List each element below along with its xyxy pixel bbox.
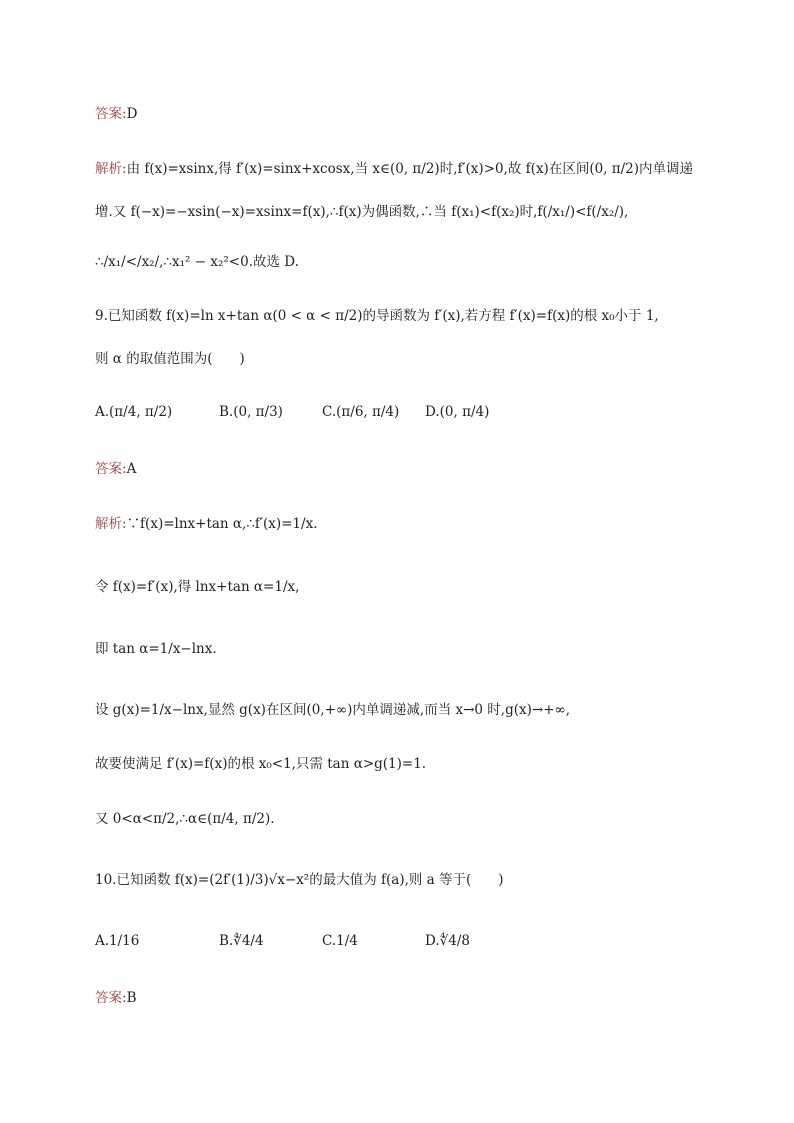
solution-text: 由 f(x)=xsinx,得 f′(x)=sinx+xcosx,当 x∈(0, π/2)时,f′(x)>0,故 f(x)在区间(0, π/2)内单调递 xyxy=(126,161,694,177)
solution-line: 增.又 f(−x)=−xsin(−x)=xsinx=f(x),∴f(x)为偶函数,∴当 f(x₁)<f(x₂)时,f(/x₁/)<f(/x₂/), xyxy=(95,204,629,220)
solution-line: ∴/x₁/</x₂/,∴x₁² − x₂²<0.故选 D. xyxy=(95,254,299,270)
solution-line: 又 0<α<π/2,∴α∈(π/4, π/2). xyxy=(95,811,275,827)
answer-line xyxy=(95,988,136,1008)
answer-label: 答案: xyxy=(95,106,127,122)
solution-line: 即 tan α=1/x−lnx. xyxy=(95,641,217,657)
option-a: A.(π/4, π/2) xyxy=(95,404,173,420)
option-c: C.(π/6, π/4) xyxy=(322,404,400,420)
solution-line: 设 g(x)=1/x−lnx,显然 g(x)在区间(0,+∞)内单调递减,而当 x→0 时,g(x)→+∞, xyxy=(95,702,571,718)
solution-line xyxy=(95,159,693,179)
option-c: C.1/4 xyxy=(322,933,358,949)
answer-label: 答案: xyxy=(95,990,127,1006)
answer-value: B xyxy=(126,990,137,1006)
solution-text: ∵f(x)=lnx+tan α,∴f′(x)=1/x. xyxy=(126,516,318,532)
question-stem: 10.已知函数 f(x)=(2f′(1)/3)√x−x²的最大值为 f(a),则 a 等于( ) xyxy=(95,872,504,888)
solution-label: 解析: xyxy=(95,161,127,177)
solution-line: 令 f(x)=f′(x),得 lnx+tan α=1/x, xyxy=(95,579,300,595)
option-a: A.1/16 xyxy=(95,933,140,949)
solution-line xyxy=(95,514,317,534)
solution-line: 故要使满足 f′(x)=f(x)的根 x₀<1,只需 tan α>g(1)=1. xyxy=(95,756,427,772)
answer-value: A xyxy=(126,461,137,477)
answer-line xyxy=(95,104,137,124)
option-b: B.∜4/4 xyxy=(219,933,264,949)
answer-line xyxy=(95,459,136,479)
question-stem: 9.已知函数 f(x)=ln x+tan α(0 < α < π/2)的导函数为 f′(x),若方程 f′(x)=f(x)的根 x₀小于 1, xyxy=(95,308,659,324)
question-stem: 则 α 的取值范围为( ) xyxy=(95,351,245,367)
answer-value: D xyxy=(126,106,138,122)
option-b: B.(0, π/3) xyxy=(219,404,283,420)
answer-label: 答案: xyxy=(95,461,127,477)
option-d: D.∜4/8 xyxy=(425,933,470,949)
option-d: D.(0, π/4) xyxy=(425,404,490,420)
solution-label: 解析: xyxy=(95,516,127,532)
